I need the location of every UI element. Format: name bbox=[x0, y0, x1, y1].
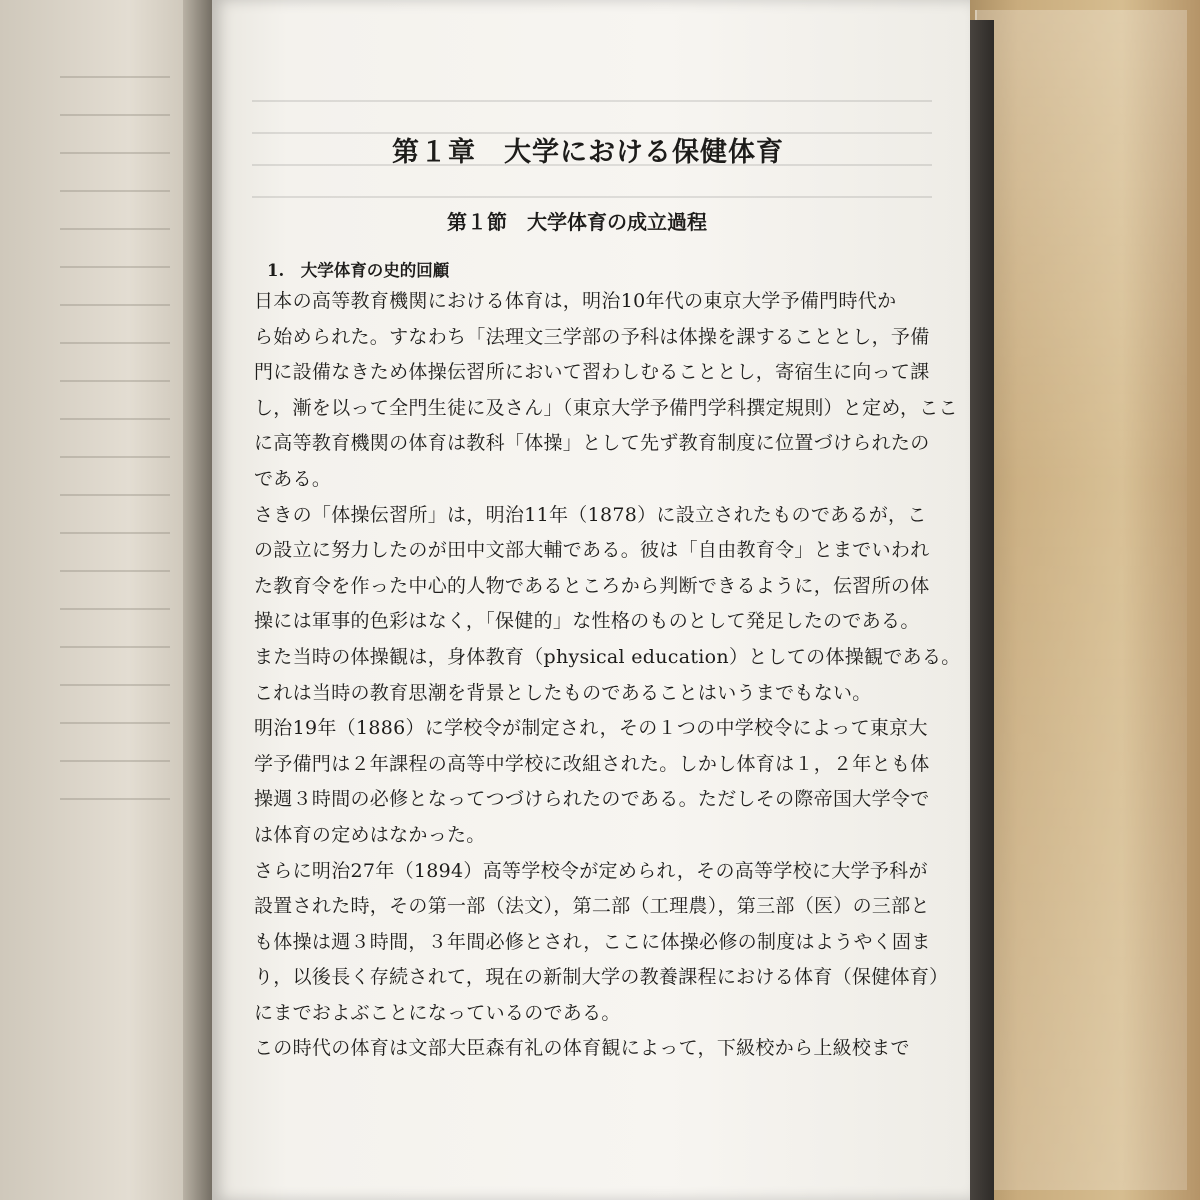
text-line: さらに明治27年（1894）高等学校令が定められ，その高等学校に大学予科が bbox=[254, 859, 928, 882]
text-line: 設置された時，その第一部（法文），第二部（工理農），第三部（医）の三部と bbox=[254, 895, 930, 918]
text-line: である。 bbox=[254, 467, 332, 490]
section-title: 第１節 大学体育の成立過程 bbox=[447, 210, 707, 234]
right-page bbox=[212, 0, 970, 1200]
text-line: の設立に努力したのが田中文部大輔である。彼は「自由教育令」とまでいわれ bbox=[254, 539, 930, 562]
text-line: この時代の体育は文部大臣森有礼の体育観によって，下級校から上級校まで bbox=[254, 1037, 910, 1060]
book-gutter bbox=[183, 0, 215, 1200]
body-text bbox=[254, 284, 974, 1067]
text-line: さきの「体操伝習所」は，明治11年（1878）に設立されたものであるが，こ bbox=[254, 503, 927, 526]
text-line: ら始められた。すなわち「法理文三学部の予科は体操を課することとし，予備 bbox=[254, 325, 930, 348]
left-page-faint-text bbox=[60, 40, 170, 800]
text-line: にまでおよぶことになっているのである。 bbox=[254, 1001, 621, 1024]
text-line: 操週３時間の必修となってつづけられたのである。ただしその際帝国大学令で bbox=[254, 788, 930, 811]
text-line: も体操は週３時間，３年間必修とされ，ここに体操必修の制度はようやく固ま bbox=[254, 930, 931, 953]
text-line: た教育令を作った中心的人物であるところから判断できるように，伝習所の体 bbox=[254, 574, 930, 597]
text-line: また当時の体操観は，身体教育（physical education）としての体操観である。 bbox=[254, 645, 961, 668]
text-line: 日本の高等教育機関における体育は，明治10年代の東京大学予備門時代か bbox=[254, 290, 897, 312]
text-line: 明治19年（1886）に学校令が制定され，その１つの中学校令によって東京大 bbox=[254, 717, 928, 740]
text-line: これは当時の教育思潮を背景としたものであることはいうまでもない。 bbox=[254, 681, 872, 704]
text-line: は体育の定めはなかった。 bbox=[254, 823, 486, 846]
subheading: 1. 大学体育の史的回顧 bbox=[267, 261, 450, 280]
text-line: り，以後長く存続されて，現在の新制大学の教養課程における体育（保健体育） bbox=[254, 966, 949, 989]
text-line: し，漸を以って全門生徒に及さん」（東京大学予備門学科撰定規則）と定め，ここ bbox=[254, 396, 958, 419]
page-content bbox=[212, 0, 970, 1200]
text-line: 操には軍事的色彩はなく，「保健的」な性格のものとして発足したのである。 bbox=[254, 610, 920, 633]
chapter-title: 第１章 大学における保健体育 bbox=[392, 137, 784, 168]
text-line: 学予備門は２年課程の高等中学校に改組された。しかし体育は１，２年とも体 bbox=[254, 752, 930, 775]
text-line: に高等教育機関の体育は教科「体操」として先ず教育制度に位置づけられたの bbox=[254, 432, 930, 455]
text-line: 門に設備なきため体操伝習所において習わしむることとし，寄宿生に向って課 bbox=[254, 361, 930, 384]
sleeve-reflection bbox=[975, 10, 1187, 1190]
